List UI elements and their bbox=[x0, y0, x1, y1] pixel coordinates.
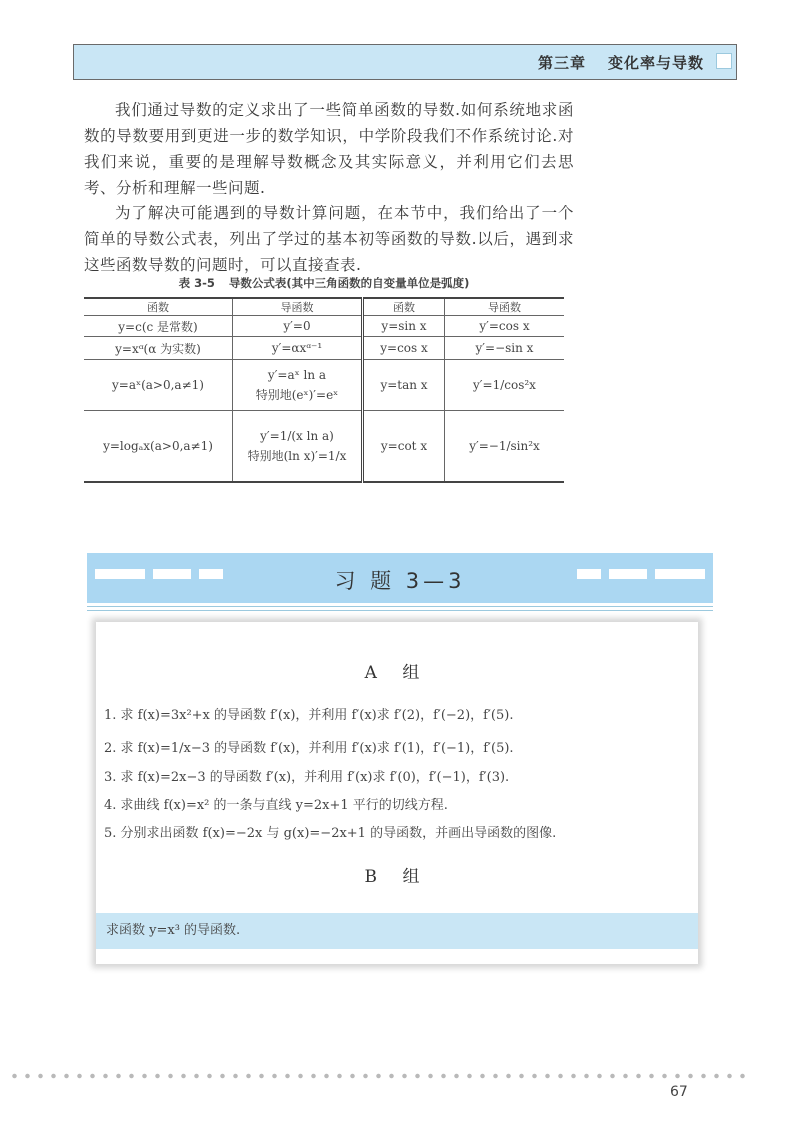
table-row bbox=[84, 316, 564, 337]
function-cell: y=xᵅ(α 为实数) bbox=[84, 337, 233, 360]
table-row bbox=[84, 360, 564, 411]
table-caption bbox=[84, 275, 564, 291]
header-function-1: 函数 bbox=[84, 298, 233, 316]
derivative-cell: y′=−sin x bbox=[445, 337, 565, 360]
header-function-2: 函数 bbox=[363, 298, 445, 316]
derivative-table bbox=[84, 297, 564, 483]
group-a-list bbox=[104, 704, 556, 850]
banner-decoration bbox=[609, 569, 647, 579]
exercise-item: 4. 求曲线 f(x)=x² 的一条与直线 y=2x+1 平行的切线方程. bbox=[104, 798, 448, 813]
exercise-item: 5. 分别求出函数 f(x)=−2x 与 g(x)=−2x+1 的导函数，并画出导函数的图像. bbox=[104, 826, 557, 841]
function-cell: y=c(c 是常数) bbox=[84, 316, 233, 337]
paragraph-2: 为了解决可能遇到的导数计算问题，在本节中，我们给出了一个简单的导数公式表，列出了学过的基本初等函数的导数.以后，遇到求这些函数导数的问题时，可以直接查表. bbox=[84, 204, 574, 274]
banner-underline bbox=[87, 606, 713, 611]
derivative-line: y′=1/(x ln a) bbox=[260, 429, 334, 443]
exercise-box bbox=[96, 622, 698, 964]
function-cell: y=tan x bbox=[363, 360, 445, 411]
exercise-item: 2. 求 f(x)=1/x−3 的导函数 f′(x)，并利用 f′(x)求 f′(1)，f′(−1)，f′(5). bbox=[104, 741, 514, 756]
group-a-title: A 组 bbox=[364, 663, 430, 683]
special-case-line: 特别地(eˣ)′=eˣ bbox=[255, 388, 339, 402]
paragraph-1: 我们通过导数的定义求出了一些简单函数的导数.如何系统地求函数的导数要用到更进一步的数学知识，中学阶段我们不作系统讨论.对我们来说，重要的是理解导数概念及其实际意义，并利用它们去思考、分析和理解一些问题. bbox=[84, 101, 574, 197]
derivative-cell bbox=[233, 411, 363, 483]
function-cell: y=aˣ(a>0,a≠1) bbox=[84, 360, 233, 411]
exercise-banner bbox=[87, 553, 713, 603]
header-square-decoration bbox=[716, 53, 732, 69]
table-row bbox=[84, 411, 564, 483]
chapter-header bbox=[73, 44, 737, 80]
chapter-title: 变化率与导数 bbox=[607, 53, 704, 72]
function-cell: y=logₐx(a>0,a≠1) bbox=[84, 411, 233, 483]
footer-dotted-line bbox=[8, 1073, 748, 1079]
derivative-cell bbox=[233, 360, 363, 411]
page-number: 67 bbox=[670, 1084, 688, 1100]
banner-decoration bbox=[655, 569, 705, 579]
banner-decoration bbox=[577, 569, 601, 579]
derivative-cell: y′=cos x bbox=[445, 316, 565, 337]
function-cell: y=sin x bbox=[363, 316, 445, 337]
derivative-line: y′=aˣ ln a bbox=[267, 368, 327, 382]
exercise-item: 3. 求 f(x)=2x−3 的导函数 f′(x)，并利用 f′(x)求 f′(0)，f′(−1)，f′(3). bbox=[104, 770, 510, 785]
table-number: 表 3-5 bbox=[178, 276, 215, 290]
chapter-number: 第三章 bbox=[537, 53, 586, 72]
special-case-line: 特别地(ln x)′=1/x bbox=[247, 449, 347, 463]
header-derivative-2: 导函数 bbox=[445, 298, 565, 316]
exercise-item: 1. 求 f(x)=3x²+x 的导函数 f′(x)，并利用 f′(x)求 f′(2)，f′(−2)，f′(5). bbox=[104, 708, 514, 723]
group-b-exercise: 求函数 y=x³ 的导函数. bbox=[96, 913, 698, 949]
derivative-cell: y′=0 bbox=[233, 316, 363, 337]
derivative-cell: y′=1/cos²x bbox=[445, 360, 565, 411]
table-caption-text: 导数公式表(其中三角函数的自变量单位是弧度) bbox=[228, 276, 470, 290]
derivative-cell: y′=αxᵅ⁻¹ bbox=[233, 337, 363, 360]
header-derivative-1: 导函数 bbox=[233, 298, 363, 316]
derivative-cell: y′=−1/sin²x bbox=[445, 411, 565, 483]
exercise-title: 习 题 3—3 bbox=[334, 569, 466, 593]
function-cell: y=cos x bbox=[363, 337, 445, 360]
group-b-title: B 组 bbox=[364, 867, 430, 887]
function-cell: y=cot x bbox=[363, 411, 445, 483]
table-row bbox=[84, 337, 564, 360]
